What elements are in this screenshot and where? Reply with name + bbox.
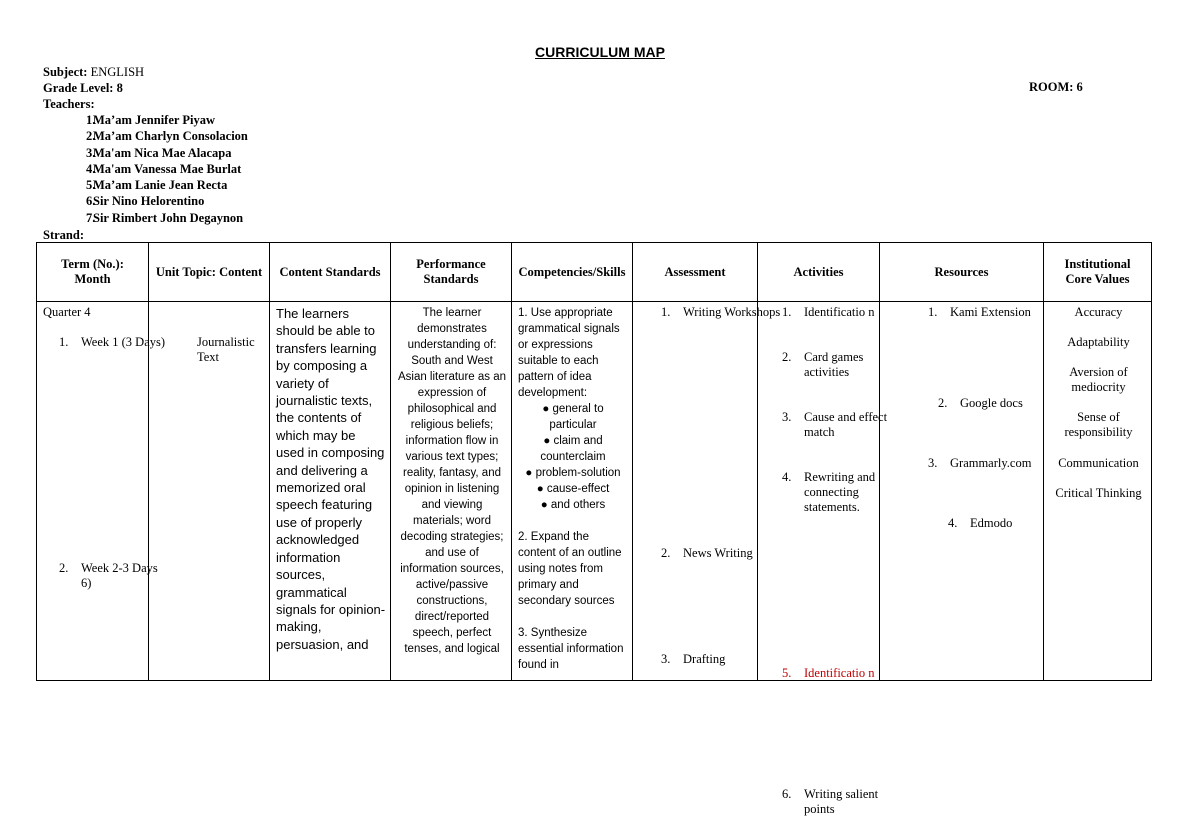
activity-item-highlight: 5. Identificatio n <box>782 666 875 680</box>
resource-item: 4. Edmodo <box>948 516 1013 530</box>
col-activities: Activities <box>758 243 880 302</box>
col-resources: Resources <box>880 243 1044 302</box>
activity-item: 3. Cause and effect match <box>782 410 888 439</box>
subject-value: ENGLISH <box>90 65 145 79</box>
teacher-item: 4. Ma'am Vanessa Mae Burlat <box>86 161 242 176</box>
performance-standards-cell <box>391 302 512 681</box>
bullet-item: ● and others <box>540 499 606 511</box>
resources-cell <box>880 302 1044 681</box>
grade-level: Grade Level: 8 <box>43 81 123 95</box>
teacher-item: 1. Ma’am Jennifer Piyaw <box>86 113 215 127</box>
competency-3: 3. Synthesize essential information found in <box>518 627 624 671</box>
col-competencies: Competencies/Skills <box>512 243 633 302</box>
subject-label: Subject: <box>43 65 88 79</box>
core-values-cell <box>1044 302 1152 681</box>
assessment-item: 3. Drafting <box>661 652 726 666</box>
col-unit-topic: Unit Topic: Content <box>149 243 270 302</box>
week-1: 1. Week 1 (3 Days) <box>59 335 166 349</box>
col-assessment: Assessment <box>633 243 758 302</box>
resource-item: 2. Google docs <box>938 396 1023 410</box>
curriculum-table <box>36 242 1152 816</box>
competencies-cell <box>512 302 633 681</box>
bullet-item: ● general to particular <box>542 403 604 431</box>
core-value: Adaptability <box>1067 335 1130 349</box>
assessment-cell <box>633 302 781 681</box>
bullet-item: ● cause-effect <box>536 483 610 495</box>
quarter-label: Quarter 4 <box>43 305 91 319</box>
teacher-item: 7. Sir Rimbert John Degaynon <box>86 210 244 225</box>
core-value: Aversion of mediocrity <box>1069 365 1128 394</box>
bullet-item: ● claim and counterclaim <box>540 435 606 463</box>
col-core-values: Institutional Core Values <box>1044 243 1152 302</box>
core-value: Communication <box>1058 456 1139 470</box>
resource-item: 1. Kami Extension <box>928 305 1031 319</box>
unit-topic: Journalistic Text <box>197 335 255 364</box>
activity-item: 2. Card games activities <box>782 350 864 379</box>
room-label: ROOM: 6 <box>1029 80 1083 94</box>
assessment-item: 2. News Writing <box>661 546 753 560</box>
term-cell <box>37 302 166 681</box>
core-value: Accuracy <box>1074 305 1123 319</box>
performance-standards-text: The learner demonstrates understanding of: South and West Asian literature as an expression of philosophical and religious beliefs; information flow in various text types; reality, fantasy, and opinion in listening and viewing materials; word decoding strategies; and use of information sources, active/passive constructions, direct/reported speech, perfect tenses, and logical <box>397 307 507 655</box>
activity-item: 1. Identificatio n <box>782 305 875 319</box>
resource-item: 3. Grammarly.com <box>928 456 1032 470</box>
core-value: Sense of responsibility <box>1064 410 1133 439</box>
content-standards-cell <box>270 302 391 681</box>
teacher-item: 2. Ma’am Charlyn Consolacion <box>86 129 248 144</box>
activity-item: 4. Rewriting and connecting statements. <box>782 470 876 514</box>
teacher-item: 3. Ma'am Nica Mae Alacapa <box>86 145 232 160</box>
teacher-item: 6. Sir Nino Helorentino <box>86 194 205 209</box>
subject-line <box>43 64 144 80</box>
teacher-item: 5. Ma’am Lanie Jean Recta <box>86 178 228 193</box>
col-term: Term (No.): Month <box>37 243 149 302</box>
core-value: Critical Thinking <box>1055 486 1142 500</box>
col-content-standards: Content Standards <box>270 243 391 302</box>
teachers-list <box>43 112 248 226</box>
week-2: 2. Week 2-3 Days 6) <box>59 561 158 590</box>
document-title: CURRICULUM MAP <box>535 44 665 60</box>
competencies-block <box>518 305 628 673</box>
competency-2: 2. Expand the content of an outline using notes from primary and secondary sources <box>518 531 622 607</box>
header-row <box>37 243 1152 302</box>
activity-item: 6. Writing salient points <box>782 787 879 816</box>
competency-1: 1. Use appropriate grammatical signals or expressions suitable to each pattern of idea development: <box>518 307 620 399</box>
assessment-item: 1. Writing Workshops <box>661 305 781 319</box>
col-performance-standards: Performance Standards <box>391 243 512 302</box>
bullet-item: ● problem-solution <box>525 467 621 479</box>
strand-label: Strand: <box>43 228 84 242</box>
unit-topic-cell <box>149 302 270 681</box>
teachers-label: Teachers: <box>43 97 95 111</box>
table-row <box>37 302 1152 681</box>
content-standards-text: The learners should be able to transfers learning by composing a variety of journalistic texts, the contents of which may be used in composing and delivering a memorized oral speech featuring use of properly acknowledged information sources, grammatical signals for opinion-making, persuasion, and <box>276 306 386 652</box>
activities-cell <box>758 302 888 816</box>
